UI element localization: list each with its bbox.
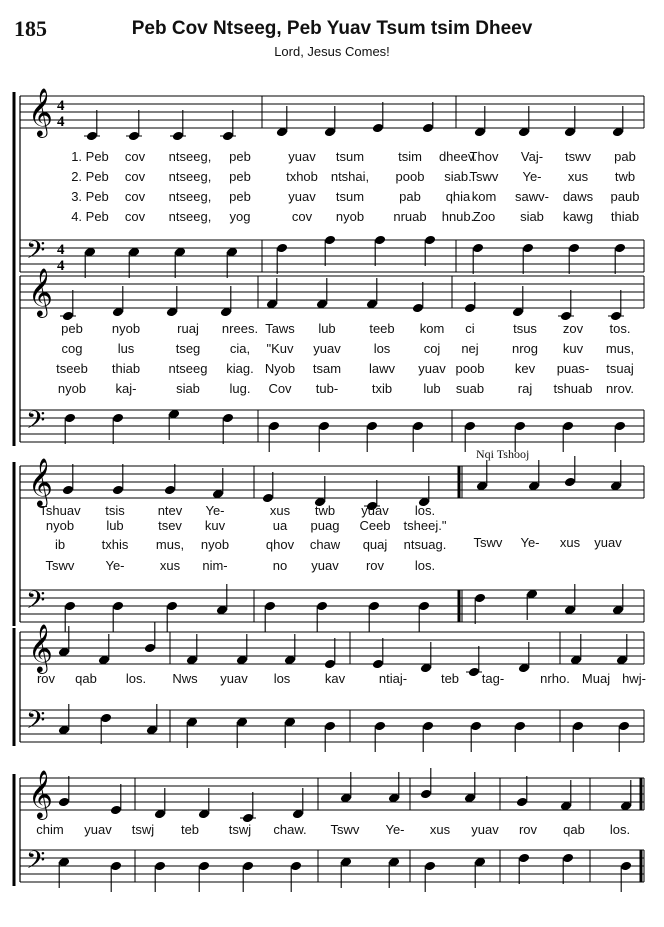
lyric-syllable: yuav (313, 341, 341, 356)
lyric-syllable: nyob (200, 537, 230, 552)
bass-clef-icon: 𝄢 (26, 586, 46, 621)
treble-clef-icon: 𝄞 (28, 623, 53, 672)
lyric-syllable: quaj (362, 537, 388, 552)
lyric-syllable: twb (614, 169, 636, 184)
lyric-syllable: tsheej." (403, 518, 447, 533)
lyric-syllable: rov (36, 671, 56, 686)
lyric-syllable: teb (440, 671, 460, 686)
lyric-syllable: cov (124, 149, 146, 164)
lyric-syllable: Tshuav (39, 503, 81, 518)
lyric-syllable: kuv (562, 341, 584, 356)
lyric-syllable: cov (124, 209, 146, 224)
lyric-syllable: los (273, 671, 291, 686)
refrain-syllable: yuav (594, 535, 622, 550)
lyric-syllable: mus, (155, 537, 185, 552)
lyric-syllable: yuav (84, 822, 112, 837)
lyric-syllable: ntsuag. (403, 537, 447, 552)
lyric-syllable: nrees. (221, 321, 259, 336)
treble-clef-icon: 𝄞 (28, 769, 53, 818)
lyric-syllable: qab (563, 822, 585, 837)
lyric-syllable: peb (229, 169, 251, 184)
lyric-syllable: los (373, 341, 391, 356)
lyric-syllable: Tswv (469, 169, 499, 184)
lyric-syllable: Ye- (522, 169, 542, 184)
lyric-syllable: nrov. (606, 381, 634, 396)
lyric-syllable: tswj (228, 822, 252, 837)
lyric-syllable: kom (419, 321, 445, 336)
lyric-syllable: Muaj (581, 671, 611, 686)
lyric-syllable: daws (562, 189, 594, 204)
bass-clef-icon: 𝄢 (26, 406, 46, 441)
lyric-syllable: mus, (605, 341, 635, 356)
lyric-syllable: ntev (157, 503, 183, 518)
lyric-syllable: dheev. (438, 149, 478, 164)
lyric-syllable: tseg (175, 341, 201, 356)
lyric-syllable: yuav (288, 189, 316, 204)
lyric-syllable: Ceeb (359, 518, 391, 533)
lyric-syllable: "Kuv (266, 341, 294, 356)
lyric-syllable: Ye- (105, 558, 125, 573)
lyric-syllable: Taws (265, 321, 295, 336)
lyric-syllable: 1. Peb (71, 149, 109, 164)
hymn-subtitle: Lord, Jesus Comes! (274, 44, 390, 59)
refrain-annotation: Nqi Tshooj (476, 447, 530, 461)
lyric-syllable: pab (614, 149, 636, 164)
lyric-syllable: xus (269, 503, 291, 518)
lyric-syllable: peb (229, 189, 251, 204)
refrain-syllable: Ye- (520, 535, 540, 550)
lyric-syllable: puag (310, 518, 340, 533)
lyric-syllable: Thov (469, 149, 499, 164)
lyric-syllable: lub (423, 381, 441, 396)
lyric-syllable: ntseeg, (168, 209, 212, 224)
lyric-syllable: kaj- (115, 381, 137, 396)
refrain-syllable: xus (559, 535, 581, 550)
lyric-syllable: teb (180, 822, 200, 837)
lyric-syllable: cov (124, 189, 146, 204)
lyric-syllable: xus (429, 822, 451, 837)
lyric-syllable: yog (229, 209, 251, 224)
hymn-number: 185 (14, 16, 47, 41)
time-signature-bottom: 4 (57, 114, 65, 130)
lyric-syllable: nyob (335, 209, 365, 224)
lyric-syllable: Ye- (385, 822, 405, 837)
bass-clef-icon: 𝄢 (26, 236, 46, 271)
lyric-syllable: los. (609, 822, 631, 837)
lyric-syllable: kiag. (226, 361, 254, 376)
lyric-syllable: kom (471, 189, 497, 204)
lyric-syllable: txib (371, 381, 393, 396)
lyric-syllable: tos. (609, 321, 631, 336)
lyric-syllable: xus (567, 169, 589, 184)
lyric-syllable: sawv- (515, 189, 549, 204)
lyric-syllable: tseeb (56, 361, 88, 376)
lyric-syllable: poob (455, 361, 485, 376)
lyric-syllable: lug. (229, 381, 251, 396)
lyric-syllable: hnub. (441, 209, 475, 224)
lyric-syllable: yuav (220, 671, 248, 686)
lyric-syllable: 4. Peb (71, 209, 109, 224)
lyric-syllable: txhob (286, 169, 318, 184)
lyric-syllable: tub- (315, 381, 339, 396)
lyric-syllable: ruaj (177, 321, 199, 336)
lyric-syllable: Tswv (330, 822, 360, 837)
lyric-syllable: twb (314, 503, 336, 518)
lyric-syllable: poob (395, 169, 425, 184)
lyric-syllable: teeb (369, 321, 395, 336)
lyric-syllable: no (272, 558, 288, 573)
lyric-syllable: kawg (562, 209, 594, 224)
lyric-syllable: Vaj- (520, 149, 544, 164)
lyric-syllable: peb (61, 321, 83, 336)
lyric-syllable: tsuaj (606, 361, 634, 376)
lyric-syllable: zov (562, 321, 584, 336)
lyric-syllable: kav (324, 671, 346, 686)
lyric-syllable: nim- (202, 558, 228, 573)
lyric-syllable: Nyob (264, 361, 296, 376)
lyric-syllable: los. (414, 558, 436, 573)
lyric-syllable: tsam (312, 361, 342, 376)
lyric-syllable: qhov (265, 537, 295, 552)
lyric-syllable: hwj- (622, 671, 646, 686)
treble-clef-icon: 𝄞 (28, 267, 53, 316)
lyric-syllable: yuav (471, 822, 499, 837)
lyric-syllable: tshuab (553, 381, 593, 396)
lyric-syllable: Tswv (45, 558, 75, 573)
lyric-syllable: nruab (393, 209, 427, 224)
lyric-syllable: ci (465, 321, 475, 336)
lyric-syllable: ntiaj- (378, 671, 408, 686)
lyric-syllable: lawv (368, 361, 396, 376)
lyric-syllable: ntseeg (168, 361, 208, 376)
lyric-syllable: chim (36, 822, 64, 837)
lyric-syllable: tsim (398, 149, 422, 164)
time-signature-bottom: 4 (57, 258, 65, 274)
lyric-syllable: pab (399, 189, 421, 204)
lyric-syllable: tswj (131, 822, 155, 837)
lyric-syllable: Cov (268, 381, 292, 396)
lyric-syllable: xus (159, 558, 181, 573)
lyric-syllable: raj (517, 381, 533, 396)
lyric-syllable: Nws (172, 671, 198, 686)
lyric-syllable: yuav (418, 361, 446, 376)
lyric-syllable: txhis (101, 537, 129, 552)
lyric-syllable: cov (124, 169, 146, 184)
lyric-syllable: nyob (111, 321, 141, 336)
lyric-syllable: tsev (158, 518, 182, 533)
lyric-syllable: coj (423, 341, 441, 356)
lyric-syllable: 2. Peb (71, 169, 109, 184)
lyric-syllable: rov (518, 822, 538, 837)
lyric-syllable: nyob (45, 518, 75, 533)
refrain-syllable: Tswv (473, 535, 503, 550)
time-signature-top: 4 (57, 242, 65, 258)
lyric-syllable: rov (365, 558, 385, 573)
time-signature-top: 4 (57, 98, 65, 114)
lyric-syllable: tsus (513, 321, 537, 336)
lyric-syllable: Zoo (472, 209, 496, 224)
lyric-syllable: yuav (288, 149, 316, 164)
lyric-syllable: kuv (204, 518, 226, 533)
lyric-syllable: 3. Peb (71, 189, 109, 204)
lyric-syllable: chaw (309, 537, 341, 552)
lyric-syllable: ntseeg, (168, 149, 212, 164)
treble-clef-icon: 𝄞 (28, 87, 53, 136)
lyric-syllable: qhia (445, 189, 471, 204)
lyric-syllable: tsum (335, 189, 365, 204)
lyric-syllable: ib (54, 537, 66, 552)
bass-clef-icon: 𝄢 (26, 706, 46, 741)
lyric-syllable: tag- (481, 671, 505, 686)
lyric-syllable: puas- (556, 361, 590, 376)
hymn-title: Peb Cov Ntseeg, Peb Yuav Tsum tsim Dheev (131, 18, 533, 39)
lyric-syllable: tsum (335, 149, 365, 164)
lyric-syllable: cia, (229, 341, 251, 356)
lyric-syllable: cov (291, 209, 313, 224)
lyric-syllable: yuav (311, 558, 339, 573)
lyric-syllable: tsis (105, 503, 125, 518)
lyric-syllable: tswv (565, 149, 591, 164)
lyric-syllable: nej (461, 341, 479, 356)
lyric-syllable: nrog (511, 341, 539, 356)
lyric-syllable: lus (117, 341, 135, 356)
lyric-syllable: ua (272, 518, 288, 533)
lyric-syllable: siab. (444, 169, 472, 184)
lyric-syllable: los. (125, 671, 147, 686)
lyric-syllable: nyob (57, 381, 87, 396)
lyric-syllable: paub (610, 189, 640, 204)
lyric-syllable: lub (318, 321, 336, 336)
lyric-syllable: nrho. (540, 671, 570, 686)
lyric-syllable: peb (229, 149, 251, 164)
lyric-syllable: Ye- (205, 503, 225, 518)
lyric-syllable: ntshai, (330, 169, 370, 184)
lyric-syllable: siab (176, 381, 200, 396)
lyric-syllable: ntseeg, (168, 189, 212, 204)
bass-clef-icon: 𝄢 (26, 846, 46, 881)
lyric-syllable: kev (514, 361, 536, 376)
lyric-syllable: ntseeg, (168, 169, 212, 184)
lyric-syllable: yuav (361, 503, 389, 518)
lyric-syllable: los. (414, 503, 436, 518)
lyric-syllable: chaw. (273, 822, 307, 837)
lyric-syllable: suab (455, 381, 485, 396)
lyric-syllable: thiab (111, 361, 141, 376)
lyric-syllable: cog (61, 341, 83, 356)
lyric-syllable: qab (75, 671, 97, 686)
lyric-syllable: thiab (610, 209, 640, 224)
lyric-syllable: lub (106, 518, 124, 533)
lyric-syllable: siab (520, 209, 544, 224)
treble-clef-icon: 𝄞 (28, 457, 53, 506)
